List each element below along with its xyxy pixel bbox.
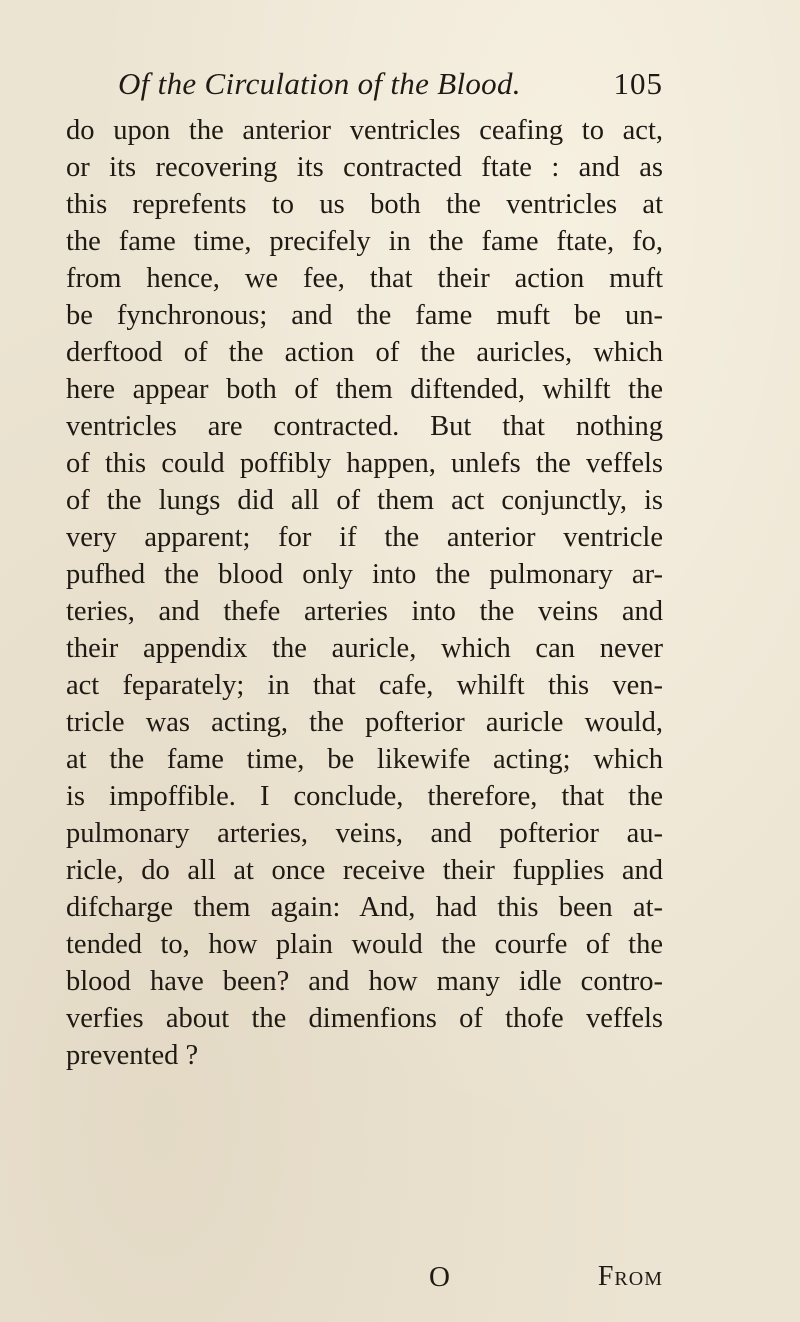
text-line: here appear both of them diftended, whilft the xyxy=(66,374,663,405)
signature-mark: O xyxy=(429,1261,450,1293)
text-line: the fame time, precifely in the fame ftate, fo, xyxy=(66,226,663,257)
text-line: blood have been? and how many idle contro- xyxy=(66,966,663,997)
text-line: very apparent; for if the anterior ventricle xyxy=(66,522,663,553)
text-line: from hence, we fee, that their action muft xyxy=(66,263,663,294)
text-line: of this could poffibly happen, unlefs the veffels xyxy=(66,448,663,479)
body-text xyxy=(66,112,663,1074)
text-line: verfies about the dimenfions of thofe veffels xyxy=(66,1003,663,1034)
text-line: derftood of the action of the auricles, which xyxy=(66,337,663,368)
text-line: do upon the anterior ventricles ceafing to act, xyxy=(66,115,663,146)
text-line: be fynchronous; and the fame muft be un- xyxy=(66,300,663,331)
catchword: From xyxy=(597,1261,663,1292)
text-line: at the fame time, be likewife acting; which xyxy=(66,744,663,775)
text-line: tricle was acting, the pofterior auricle would, xyxy=(66,707,663,738)
text-line: tended to, how plain would the courfe of the xyxy=(66,929,663,960)
text-line: pulmonary arteries, veins, and pofterior au- xyxy=(66,818,663,849)
text-line: act feparately; in that cafe, whilft this ven- xyxy=(66,670,663,701)
text-line: their appendix the auricle, which can never xyxy=(66,633,663,664)
text-line: prevented ? xyxy=(66,1040,199,1071)
text-line: is impoffible. I conclude, therefore, that the xyxy=(66,781,663,812)
text-line: difcharge them again: And, had this been at- xyxy=(66,892,663,923)
running-title: Of the Circulation of the Blood. xyxy=(118,66,521,101)
text-line: pufhed the blood only into the pulmonary ar- xyxy=(66,559,663,590)
text-line: ventricles are contracted. But that nothing xyxy=(66,411,663,442)
text-line: of the lungs did all of them act conjunctly, is xyxy=(66,485,663,516)
text-line: ricle, do all at once receive their fupplies and xyxy=(66,855,663,886)
text-line: this reprefents to us both the ventricles at xyxy=(66,189,663,220)
text-line: teries, and thefe arteries into the veins and xyxy=(66,596,663,627)
text-line: or its recovering its contracted ftate : and as xyxy=(66,152,663,183)
page-number: 105 xyxy=(613,66,663,101)
running-head xyxy=(118,66,663,106)
catch-row xyxy=(66,1261,663,1301)
